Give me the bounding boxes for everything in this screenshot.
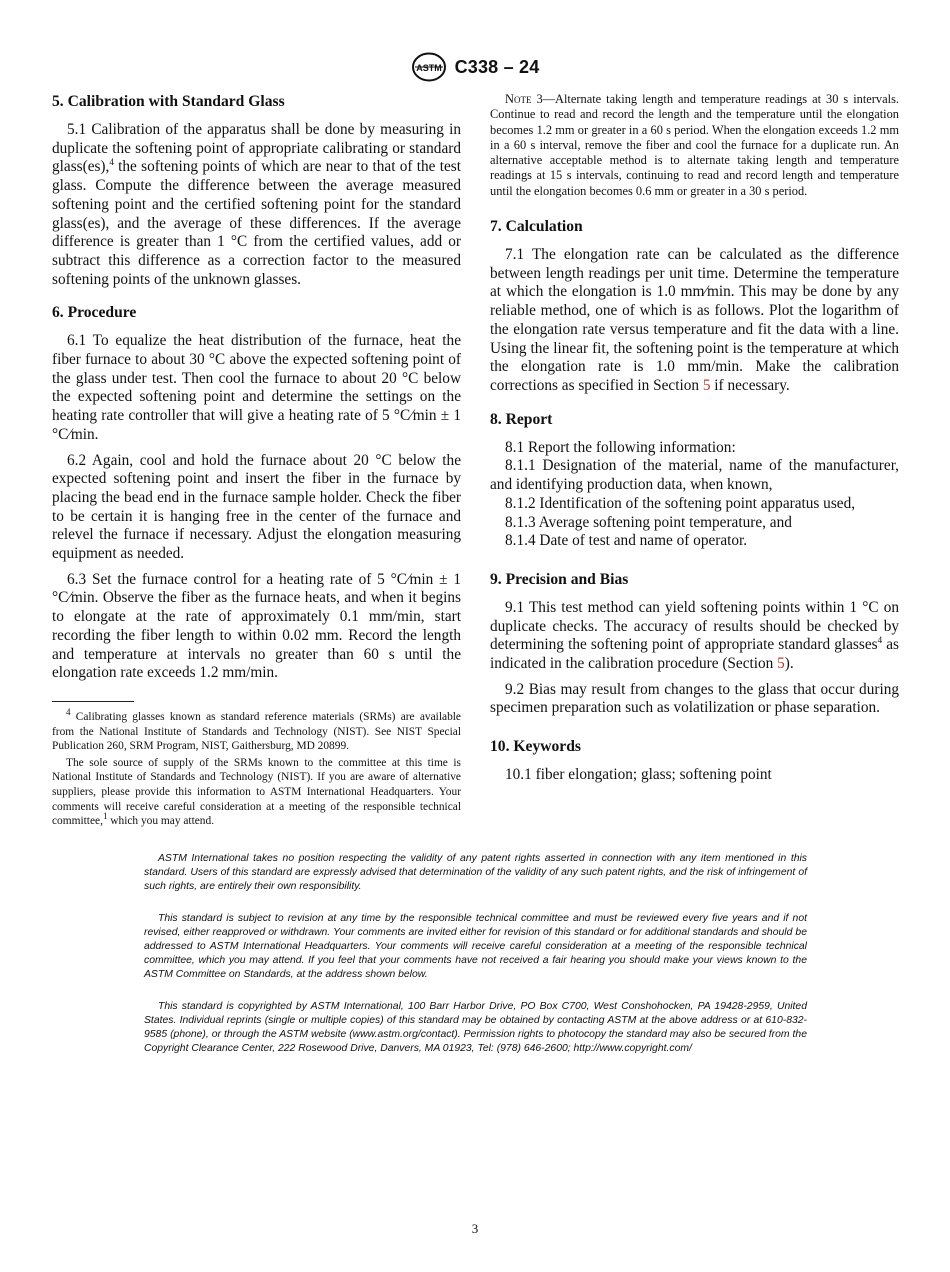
disclaimer-patent: ASTM International takes no position respecting the validity of any patent rights asserted in connection with any item mentioned in this standard. Users of this standard are expressly advised that determination of the validity of any such patent rights, and the risk of infringement of such rights, are entirely their own responsibility. [144,853,807,892]
section-procedure [52,303,461,683]
paragraph-6-1: 6.1 To equalize the heat distribution of the furnace, heat the fiber furnace to about 30 °C above the expected softening point of the glass under test. Then cool the furnace to about 20 °C below the expected softening point and determine the settings on the heating rate controller that will give a heating rate of 5 °C⁄min ± 1 °C⁄min. [52,332,461,443]
section-link[interactable]: 5 [777,655,785,673]
section-keywords [490,737,899,785]
astm-logo-icon [411,52,447,82]
footnotes [52,707,461,829]
footnote-ref[interactable]: 4 [877,635,883,646]
page-header [0,52,950,82]
item-8-1-3: 8.1.3 Average softening point temperature, and [505,513,792,531]
section-heading: 10. Keywords [490,738,581,756]
section-heading: 9. Precision and Bias [490,570,629,588]
standard-designation: C338 – 24 [454,56,540,77]
section-calculation [490,217,899,396]
section-calibration [52,92,461,289]
footnote-ref[interactable]: 4 [109,157,114,168]
section-heading: 7. Calculation [490,218,583,236]
logo-text: ASTM [415,63,442,73]
section-heading: 5. Calibration with Standard Glass [52,93,285,110]
paragraph-9-2: 9.2 Bias may result from changes to the glass that occur during specimen preparation such as volatilization or phase separation. [490,680,899,717]
item-8-1: 8.1 Report the following information: [505,438,736,456]
section-link[interactable]: 5 [702,377,711,394]
paragraph-5-1: 5.1 Calibration of the apparatus shall be done by measuring in duplicate the softening point of appropriate calibrating or standard glass(es),$^4$ the softening points of which are near to that of the test glass. Compute the difference between the average measured softening point and the certified softening point for the standard glass(es), and the average of these differences. If the average difference is greater than 1 °C from the certified values, add or subtract this difference as a correction factor to the measured softening points of the unknown glasses. [52,121,461,288]
paragraph-9-1: 9.1 This test method can yield softening points within 1 °C on duplicate checks. The accuracy of results should be checked by determining the softening point of appropriate standard glasses$^4$ as indicated in the calibration procedure (Section 5). [490,598,899,673]
left-column [52,92,461,831]
item-8-1-4: 8.1.4 Date of test and name of operator. [505,532,748,550]
legal-disclaimer [144,852,807,1074]
page-number: 3 [471,1221,479,1236]
footnote-4: $^4$ Calibrating glasses known as standard reference materials (SRMs) are available from the National Institute of Standards and Technology (NIST). See NIST Special Publication 260, SRM Program, NIST, Gaithersburg, MD 20899. [52,707,461,753]
item-8-1-2: 8.1.2 Identification of the softening point apparatus used, [505,494,856,512]
footnote-4-continued: The sole source of supply of the SRMs known to the committee at this time is National Institute of Standards and Technology (NIST). If you are aware of alternative suppliers, please provide this information to ASTM International Headquarters. Your comments will receive careful consideration at a meeting of the responsible technical committee,$^1$ which you may attend. [52,756,461,828]
section-report [490,410,899,551]
disclaimer-copyright: This standard is copyrighted by ASTM International, 100 Barr Harbor Drive, PO Box C700, West Conshohocken, PA 19428-2959, United States. Individual reprints (single or multiple copies) of this standard may be obtained by contacting ASTM at the above address or at 610-832-9585 (phone), or through the ASTM website (www.astm.org/contact). Permission rights to photocopy the standard may also be secured from the Copyright Clearance Center, 222 Rosewood Drive, Danvers, MA 01923, Tel: (978) 646-2600; http://www.copyright.com/ [144,1001,807,1054]
footnote-divider [52,701,134,702]
note-3: Note 3—Alternate taking length and temperature readings at 30 s intervals. Continue to read and record the length and the temperature until the elongation becomes 1.2 mm or greater in a 60 s period. When the elongation exceeds 1.2 mm in a 60 s interval, remove the fiber and cool the furnace for a duplicate run. An alternative acceptable method is to alternate taking length and temperature readings at 15 s intervals, continuing to read and record length and temperature until the elongation becomes 0.6 mm or greater in a 30 s period. [490,92,899,198]
section-heading: 6. Procedure [52,304,137,322]
paragraph-10-1: 10.1 fiber elongation; glass; softening point [505,766,772,784]
section-precision-bias [490,570,899,718]
paragraph-6-2: 6.2 Again, cool and hold the furnace about 20 °C below the expected softening point and insert the fiber in the furnace by placing the bead end in the furnace sample holder. Check the fiber to be certain it is hanging free in the center of the furnace and relevel the furnace if necessary. Adjust the elongation measuring equipment as needed. [52,451,461,563]
paragraph-7-1: 7.1 The elongation rate can be calculated as the difference between length readings per unit time. Determine the temperature at which the elongation is 1.0 mm⁄min. This may be done by any reliable method, one of which is as follows. Plot the logarithm of the elongation rate versus temperature and fit the data with a line. Using the linear fit, the softening point is the temperature at which the elongation rate is 1.0 mm/min. Make the calibration corrections as specified in Section 5 if necessary. [490,246,899,394]
paragraph-6-3: 6.3 Set the furnace control for a heating rate of 5 °C⁄min ± 1 °C⁄min. Observe the fiber as the furnace heats, and when it begins to elongate at the rate of approximately 0.1 mm/min, start recording the fiber length to within 0.02 mm. Record the length and temperature at intervals no greater than 60 s until the elongation rate exceeds 1.2 mm/min. [52,570,461,682]
disclaimer-revision: This standard is subject to revision at any time by the responsible technical committee and must be reviewed every five years and if not revised, either reapproved or withdrawn. Your comments are invited either for revision of this standard or for additional standards and should be addressed to ASTM International Headquarters. Your comments will receive careful consideration at a meeting of the responsible technical committee, which you may attend. If you feel that your comments have not received a fair hearing you should make your views known to the ASTM Committee on Standards, at the address shown below. [144,913,807,980]
section-heading: 8. Report [490,410,553,428]
item-8-1-1: 8.1.1 Designation of the material, name of the manufacturer, and identifying production data, when known, [490,457,899,494]
note-label: Note [505,92,532,106]
right-column [490,92,899,792]
